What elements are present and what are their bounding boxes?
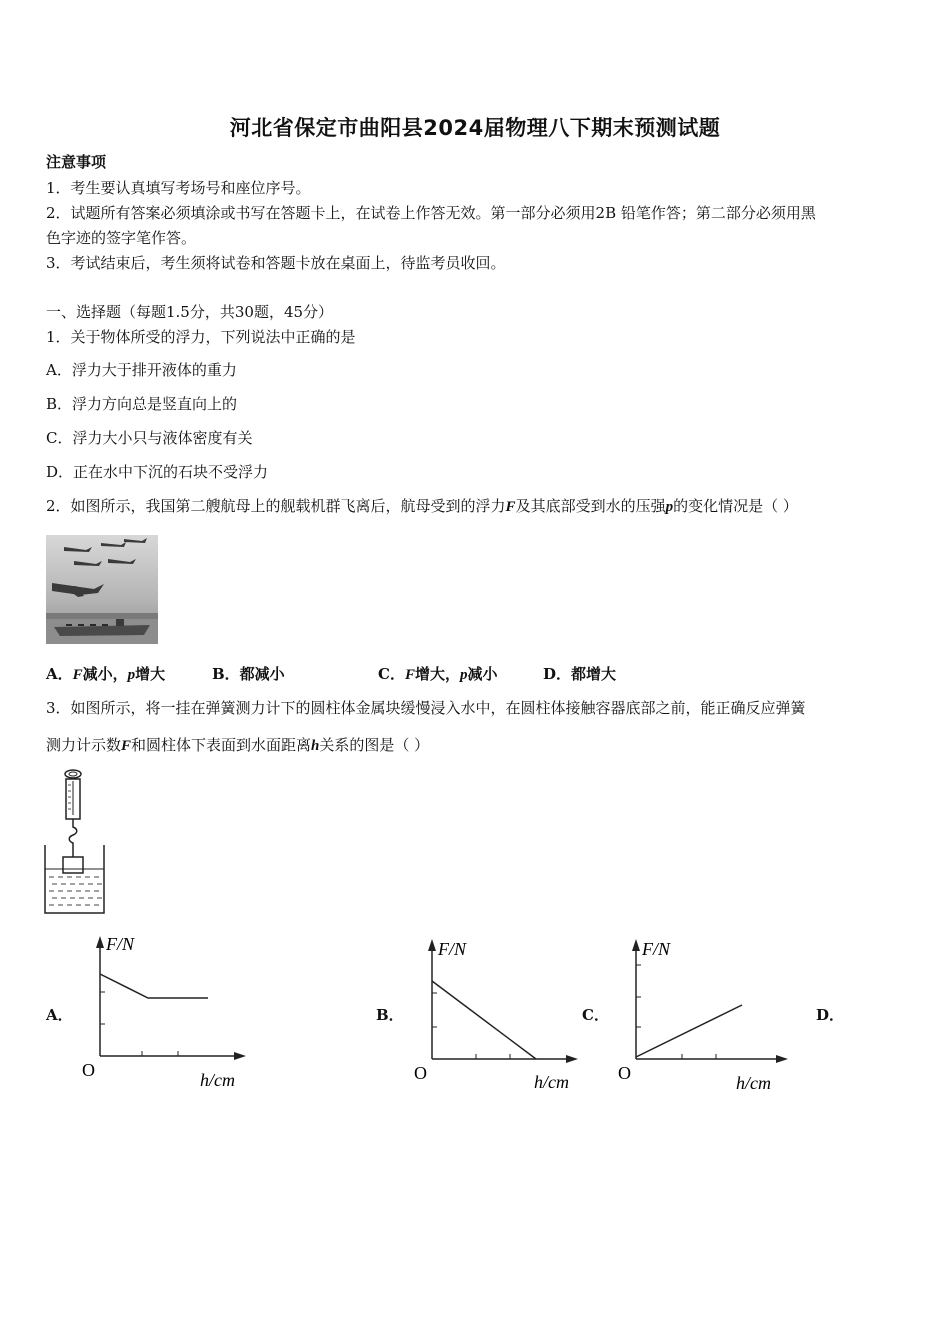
q2-stem-part: 2．如图所示，我国第二艘航母上的舰载机群飞离后，航母受到的浮力 — [46, 497, 506, 515]
notice-item: 色字迹的签字笔作答。 — [46, 229, 197, 247]
graph-b-line — [432, 981, 536, 1059]
var-p: p — [665, 499, 674, 515]
q2-option-a-text: 增大 — [135, 665, 166, 683]
question-3-stem-line1: 3．如图所示，将一挂在弹簧测力计下的圆柱体金属块缓慢浸入水中，在圆柱体接触容器底部之前，能正确反应弹簧 — [46, 699, 806, 717]
var-p: p — [127, 667, 136, 683]
spring-scale-container-diagram — [40, 765, 110, 917]
graph-c — [608, 933, 798, 1098]
x-axis-label: h/cm — [534, 1072, 569, 1092]
carrier-aircraft-photo — [46, 535, 158, 644]
var-h: h — [311, 738, 320, 754]
q2-stem-part: 的变化情况是（ ） — [673, 497, 798, 515]
graph-c-line — [636, 1005, 742, 1057]
var-f: F — [505, 499, 516, 515]
q1-option-d: D．正在水中下沉的石块不受浮力 — [46, 463, 269, 481]
q3-option-d-label: D． — [816, 1006, 845, 1024]
origin-label: O — [82, 1060, 95, 1080]
var-f: F — [72, 667, 83, 683]
x-axis-arrow-icon — [234, 1052, 246, 1060]
x-axis-arrow-icon — [776, 1055, 788, 1063]
q1-option-a: A．浮力大于排开液体的重力 — [46, 361, 237, 379]
var-f: F — [121, 738, 132, 754]
q1-option-c: C．浮力大小只与液体密度有关 — [46, 429, 253, 447]
notice-heading: 注意事项 — [46, 153, 107, 171]
graph-b — [404, 933, 594, 1098]
q2-option-c-label: C． — [378, 665, 405, 683]
x-axis-arrow-icon — [566, 1055, 578, 1063]
notice-item: 2．试题所有答案必须填涂或书写在答题卡上，在试卷上作答无效。第一部分必须用2B 铅笔作答；第二部分必须用黑 — [46, 204, 816, 222]
notice-item: 3．考试结束后，考生须将试卷和答题卡放在桌面上，待监考员收回。 — [46, 254, 506, 272]
q2-option-a-text: 减小， — [82, 665, 128, 683]
graph-a-line — [100, 974, 208, 998]
y-axis-arrow-icon — [428, 939, 436, 951]
notice-item: 1．考生要认真填写考场号和座位序号。 — [46, 179, 311, 197]
question-3-stem-line2 — [46, 735, 429, 756]
q2-option-a-label: A． — [46, 665, 73, 683]
y-axis-label: F/N — [438, 939, 467, 959]
q3-stem-part: 关系的图是（ ） — [319, 736, 430, 754]
q2-option-a — [46, 664, 165, 685]
x-axis-label: h/cm — [736, 1073, 771, 1093]
section-heading: 一、选择题（每题1.5分，共30题，45分） — [46, 303, 334, 321]
y-axis-label: F/N — [642, 939, 671, 959]
var-p: p — [459, 667, 468, 683]
graph-a — [70, 930, 260, 1095]
q3-stem-part: 测力计示数 — [46, 736, 122, 754]
q2-option-b: B．都减小 — [212, 665, 285, 683]
question-1-stem: 1．关于物体所受的浮力，下列说法中正确的是 — [46, 328, 356, 346]
q1-option-b: B．浮力方向总是竖直向上的 — [46, 395, 238, 413]
var-f: F — [404, 667, 415, 683]
origin-label: O — [618, 1063, 631, 1083]
page-title: 河北省保定市曲阳县2024届物理八下期末预测试题 — [229, 116, 721, 140]
x-axis-label: h/cm — [200, 1070, 235, 1090]
q3-option-b-label: B． — [376, 1006, 404, 1024]
y-axis-arrow-icon — [632, 939, 640, 951]
q2-option-c — [378, 664, 498, 685]
q2-option-d: D．都增大 — [543, 665, 617, 683]
q3-option-c-label: C． — [582, 1006, 609, 1024]
q2-option-c-text: 增大， — [414, 665, 460, 683]
y-axis-label: F/N — [106, 934, 135, 954]
y-axis-arrow-icon — [96, 936, 104, 948]
q3-option-a-label: A． — [46, 1006, 73, 1024]
q2-stem-part: 及其底部受到水的压强 — [515, 497, 666, 515]
q3-stem-part: 和圆柱体下表面到水面距离 — [131, 736, 312, 754]
q2-option-c-text: 减小 — [467, 665, 498, 683]
origin-label: O — [414, 1063, 427, 1083]
question-2-stem — [46, 496, 798, 517]
